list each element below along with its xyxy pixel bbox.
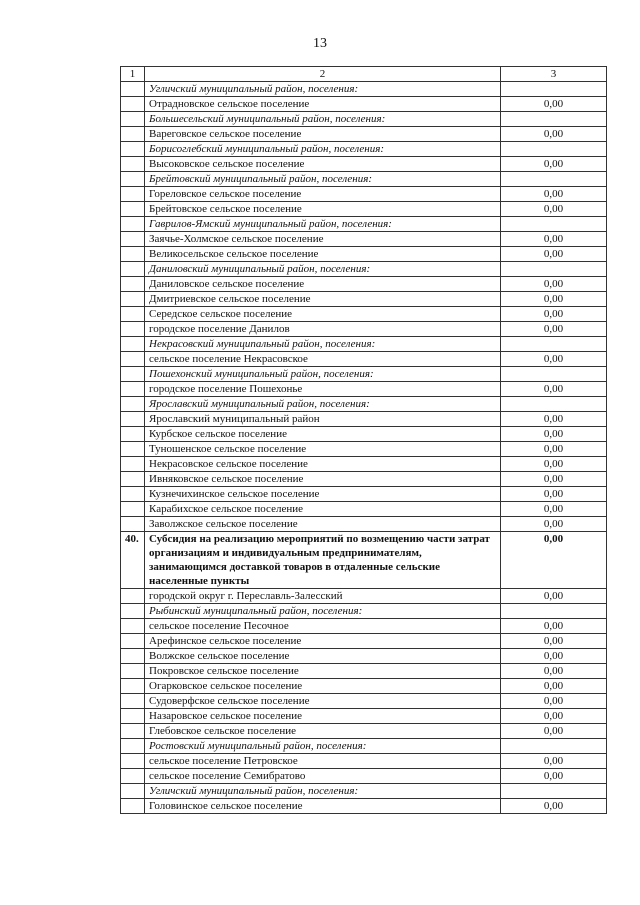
settlement-name: Головинское сельское поселение [145, 799, 501, 814]
amount-value: 0,00 [501, 292, 607, 307]
amount-value: 0,00 [501, 97, 607, 112]
row-number [121, 232, 145, 247]
row-number [121, 679, 145, 694]
amount-value: 0,00 [501, 457, 607, 472]
row-number [121, 457, 145, 472]
district-heading: Брейтовский муниципальный район, поселения: [145, 172, 501, 187]
settlement-name: Заволжское сельское поселение [145, 517, 501, 532]
settlement-name: Дмитриевское сельское поселение [145, 292, 501, 307]
row-number [121, 97, 145, 112]
table-row [121, 784, 607, 799]
table-row [121, 589, 607, 604]
district-heading: Борисоглебский муниципальный район, поселения: [145, 142, 501, 157]
table-row [121, 472, 607, 487]
amount-value: 0,00 [501, 679, 607, 694]
amount-value [501, 739, 607, 754]
amount-value [501, 367, 607, 382]
amount-value: 0,00 [501, 502, 607, 517]
row-number [121, 202, 145, 217]
row-number [121, 664, 145, 679]
table-row [121, 202, 607, 217]
amount-value: 0,00 [501, 427, 607, 442]
table-row [121, 307, 607, 322]
table-header-row [121, 67, 607, 82]
table-row [121, 739, 607, 754]
table-row [121, 397, 607, 412]
row-number [121, 724, 145, 739]
row-number [121, 709, 145, 724]
row-number [121, 292, 145, 307]
amount-value: 0,00 [501, 232, 607, 247]
row-number [121, 127, 145, 142]
table-row [121, 754, 607, 769]
district-heading: Угличский муниципальный район, поселения: [145, 784, 501, 799]
amount-value [501, 82, 607, 97]
district-heading: Даниловский муниципальный район, поселения: [145, 262, 501, 277]
table-row [121, 232, 607, 247]
row-number [121, 352, 145, 367]
settlement-name: Карабихское сельское поселение [145, 502, 501, 517]
table-row [121, 694, 607, 709]
settlement-name: городской округ г. Переславль-Залесский [145, 589, 501, 604]
settlement-name: Огарковское сельское поселение [145, 679, 501, 694]
row-number [121, 337, 145, 352]
row-number [121, 589, 145, 604]
amount-value: 0,00 [501, 352, 607, 367]
amount-value [501, 337, 607, 352]
amount-value: 0,00 [501, 187, 607, 202]
table-row [121, 442, 607, 457]
row-number [121, 277, 145, 292]
table-row [121, 634, 607, 649]
settlement-name: Даниловское сельское поселение [145, 277, 501, 292]
settlement-name: сельское поселение Некрасовское [145, 352, 501, 367]
row-number: 40. [121, 532, 145, 589]
row-number [121, 502, 145, 517]
amount-value: 0,00 [501, 799, 607, 814]
settlement-name: сельское поселение Песочное [145, 619, 501, 634]
row-number [121, 739, 145, 754]
row-number [121, 322, 145, 337]
table-row [121, 172, 607, 187]
row-number [121, 412, 145, 427]
table-row [121, 157, 607, 172]
amount-value [501, 142, 607, 157]
row-number [121, 187, 145, 202]
table-row [121, 664, 607, 679]
row-number [121, 487, 145, 502]
amount-value: 0,00 [501, 664, 607, 679]
row-number [121, 754, 145, 769]
page-number: 13 [313, 36, 327, 51]
amount-value: 0,00 [501, 202, 607, 217]
table-row [121, 427, 607, 442]
settlement-name: Середское сельское поселение [145, 307, 501, 322]
subsidy-title: Субсидия на реализацию мероприятий по возмещению части затрат организациям и индивидуальным предпринимателям, занимающимся доставкой товаров в отдаленные сельские населенные пункты [145, 532, 501, 589]
district-heading: Пошехонский муниципальный район, поселения: [145, 367, 501, 382]
amount-value [501, 262, 607, 277]
row-number [121, 82, 145, 97]
table-row [121, 82, 607, 97]
amount-value: 0,00 [501, 634, 607, 649]
amount-value: 0,00 [501, 517, 607, 532]
row-number [121, 604, 145, 619]
amount-value: 0,00 [501, 247, 607, 262]
table-row [121, 679, 607, 694]
district-heading: Гаврилов-Ямский муниципальный район, поселения: [145, 217, 501, 232]
table-row [121, 532, 607, 589]
row-number [121, 427, 145, 442]
table-row [121, 142, 607, 157]
table-row [121, 799, 607, 814]
district-heading: Рыбинский муниципальный район, поселения: [145, 604, 501, 619]
settlement-name: сельское поселение Петровское [145, 754, 501, 769]
row-number [121, 262, 145, 277]
table-row [121, 457, 607, 472]
amount-value: 0,00 [501, 649, 607, 664]
table-row [121, 382, 607, 397]
amount-value [501, 172, 607, 187]
amount-value: 0,00 [501, 322, 607, 337]
table-row [121, 97, 607, 112]
amount-value: 0,00 [501, 412, 607, 427]
table-row [121, 262, 607, 277]
amount-value: 0,00 [501, 694, 607, 709]
row-number [121, 112, 145, 127]
settlement-name: Кузнечихинское сельское поселение [145, 487, 501, 502]
amount-value: 0,00 [501, 472, 607, 487]
district-heading: Ростовский муниципальный район, поселения: [145, 739, 501, 754]
table-body [121, 67, 607, 814]
row-number [121, 172, 145, 187]
amount-value [501, 112, 607, 127]
row-number [121, 247, 145, 262]
row-number [121, 799, 145, 814]
row-number [121, 442, 145, 457]
table-row [121, 487, 607, 502]
table-row [121, 337, 607, 352]
settlement-name: Ивняковское сельское поселение [145, 472, 501, 487]
amount-value: 0,00 [501, 307, 607, 322]
budget-table [120, 66, 607, 814]
table-row [121, 277, 607, 292]
district-heading: Ярославский муниципальный район, поселения: [145, 397, 501, 412]
amount-value: 0,00 [501, 382, 607, 397]
amount-value [501, 397, 607, 412]
amount-value [501, 784, 607, 799]
district-heading: Некрасовский муниципальный район, поселения: [145, 337, 501, 352]
amount-value: 0,00 [501, 157, 607, 172]
settlement-name: Гореловское сельское поселение [145, 187, 501, 202]
district-heading: Угличский муниципальный район, поселения: [145, 82, 501, 97]
settlement-name: Отрадновское сельское поселение [145, 97, 501, 112]
settlement-name: Высоковское сельское поселение [145, 157, 501, 172]
row-number [121, 694, 145, 709]
table-row [121, 292, 607, 307]
row-number [121, 649, 145, 664]
row-number [121, 784, 145, 799]
table-row [121, 649, 607, 664]
amount-value [501, 604, 607, 619]
table-row [121, 604, 607, 619]
table-row [121, 619, 607, 634]
row-number [121, 217, 145, 232]
row-number [121, 157, 145, 172]
settlement-name: Судоверфское сельское поселение [145, 694, 501, 709]
table-row [121, 517, 607, 532]
row-number [121, 619, 145, 634]
settlement-name: сельское поселение Семибратово [145, 769, 501, 784]
header-col-2: 2 [145, 67, 501, 82]
settlement-name: Брейтовское сельское поселение [145, 202, 501, 217]
settlement-name: Заячье-Холмское сельское поселение [145, 232, 501, 247]
table-row [121, 217, 607, 232]
table-row [121, 112, 607, 127]
row-number [121, 142, 145, 157]
amount-value [501, 217, 607, 232]
amount-value: 0,00 [501, 709, 607, 724]
settlement-name: городское поселение Пошехонье [145, 382, 501, 397]
table-row [121, 187, 607, 202]
header-col-3: 3 [501, 67, 607, 82]
amount-value: 0,00 [501, 754, 607, 769]
settlement-name: Туношенское сельское поселение [145, 442, 501, 457]
settlement-name: Назаровское сельское поселение [145, 709, 501, 724]
row-number [121, 769, 145, 784]
table-row [121, 709, 607, 724]
settlement-name: Некрасовское сельское поселение [145, 457, 501, 472]
table-row [121, 724, 607, 739]
amount-value: 0,00 [501, 532, 607, 589]
row-number [121, 307, 145, 322]
amount-value: 0,00 [501, 487, 607, 502]
settlement-name: Арефинское сельское поселение [145, 634, 501, 649]
table-row [121, 412, 607, 427]
settlement-name: Глебовское сельское поселение [145, 724, 501, 739]
amount-value: 0,00 [501, 589, 607, 604]
amount-value: 0,00 [501, 769, 607, 784]
amount-value: 0,00 [501, 724, 607, 739]
row-number [121, 367, 145, 382]
table-row [121, 367, 607, 382]
settlement-name: Вареговское сельское поселение [145, 127, 501, 142]
table-row [121, 247, 607, 262]
district-heading: Большесельский муниципальный район, поселения: [145, 112, 501, 127]
row-number [121, 397, 145, 412]
table-row [121, 127, 607, 142]
settlement-name: городское поселение Данилов [145, 322, 501, 337]
row-number [121, 634, 145, 649]
row-number [121, 472, 145, 487]
header-col-1: 1 [121, 67, 145, 82]
table-row [121, 322, 607, 337]
table-row [121, 352, 607, 367]
settlement-name: Курбское сельское поселение [145, 427, 501, 442]
amount-value: 0,00 [501, 619, 607, 634]
amount-value: 0,00 [501, 127, 607, 142]
settlement-name: Великосельское сельское поселение [145, 247, 501, 262]
amount-value: 0,00 [501, 442, 607, 457]
amount-value: 0,00 [501, 277, 607, 292]
row-number [121, 517, 145, 532]
row-number [121, 382, 145, 397]
settlement-name: Волжское сельское поселение [145, 649, 501, 664]
table-row [121, 502, 607, 517]
settlement-name: Покровское сельское поселение [145, 664, 501, 679]
table-row [121, 769, 607, 784]
settlement-name: Ярославский муниципальный район [145, 412, 501, 427]
